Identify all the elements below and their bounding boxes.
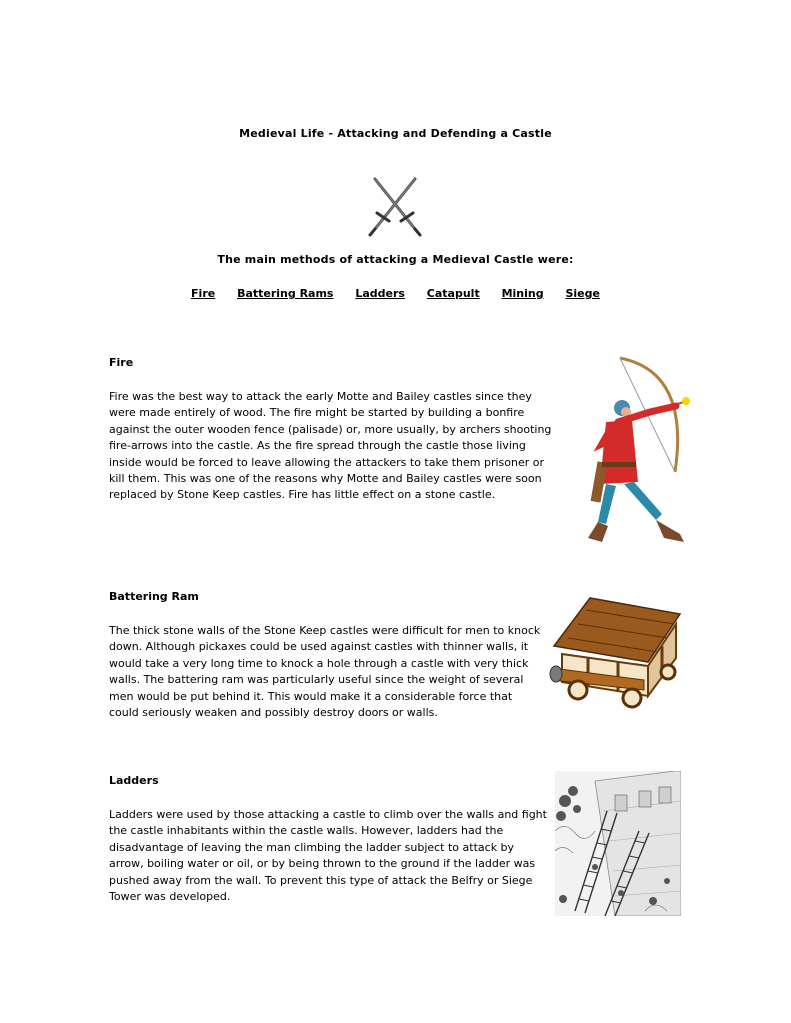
fire-paragraph: Fire was the best way to attack the early Motte and Bailey castles since they were made entirely of wood. The fire might be started by building a bonfire against the outer wooden fence (palisade) or, more usually, by archers shooting fire-arrows into the castle. As the fire spread through the castle those living inside would be forced to leave allowing the attackers to take them prisoner or kill them. This was one of the reasons why Motte and Bailey castles were soon replaced by Stone Keep castles. Fire has little effect on a stone castle.	[109, 390, 552, 502]
topic-nav	[0, 287, 791, 300]
fire-heading: Fire	[109, 356, 134, 369]
ladders-paragraph: Ladders were used by those attacking a castle to climb over the walls and fight the castle inhabitants within the castle walls. However, ladders had the disadvantage of leaving the man climbing the ladder subject to attack by arrow, boiling water or oil, or by being thrown to the ground if the ladder was pushed away from the wall. To prevent this type of attack the Belfry or Siege Tower was developed.	[109, 808, 547, 904]
nav-link-ladders[interactable]: Ladders	[355, 287, 405, 300]
crossed-swords-icon	[365, 175, 425, 237]
nav-link-mining[interactable]: Mining	[501, 287, 544, 300]
battering-ram-illustration	[548, 594, 686, 710]
battering-ram-paragraph: The thick stone walls of the Stone Keep castles were difficult for men to knock down. Although pickaxes could be used against castles with thinner walls, it would take a very long time to knock a hole through a castle with very thick walls. The battering ram was particularly useful since the weight of several men would be put behind it. This would make it a considerable force that could seriously weaken and possibly destroy doors or walls.	[109, 624, 541, 720]
nav-link-catapult[interactable]: Catapult	[426, 287, 480, 300]
nav-link-battering-rams[interactable]: Battering Rams	[237, 287, 334, 300]
battering-ram-heading: Battering Ram	[109, 590, 199, 603]
section-intro: The main methods of attacking a Medieval Castle were:	[217, 253, 574, 266]
nav-link-fire[interactable]: Fire	[191, 287, 216, 300]
ladders-heading: Ladders	[109, 774, 159, 787]
ladder-assault-illustration	[555, 771, 681, 916]
nav-link-siege[interactable]: Siege	[565, 287, 600, 300]
page-title: Medieval Life - Attacking and Defending a Castle	[239, 127, 552, 140]
archer-illustration	[580, 352, 700, 550]
